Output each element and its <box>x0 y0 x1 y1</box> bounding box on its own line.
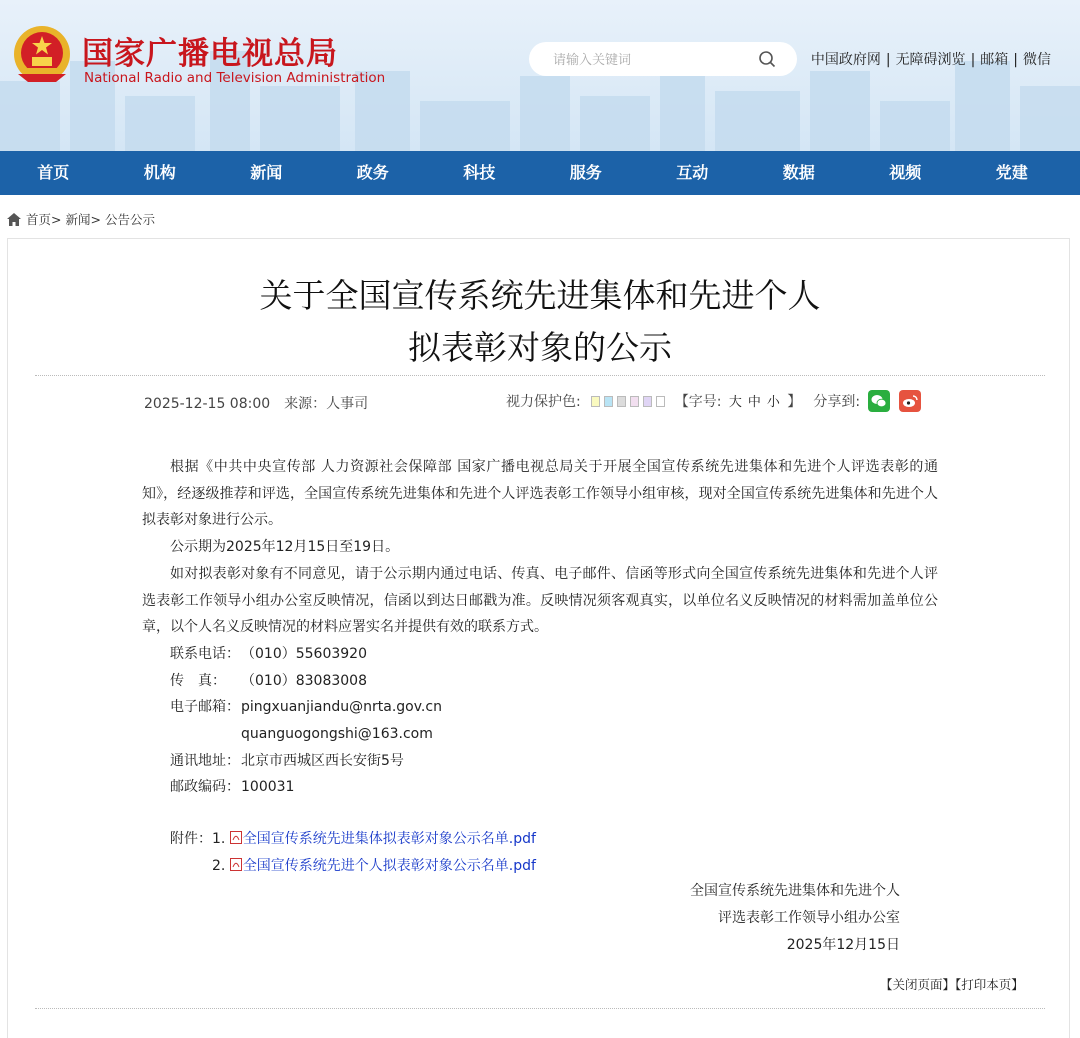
link-wechat[interactable]: 微信 <box>1023 52 1051 68</box>
link-accessibility[interactable]: 无障碍浏览 <box>895 52 966 68</box>
attachment-link-2[interactable]: 全国宣传系统先进个人拟表彰对象公示名单.pdf <box>242 858 536 874</box>
font-medium[interactable]: 中 <box>747 395 761 410</box>
nav-video[interactable]: 视频 <box>889 163 922 182</box>
eye-care-blue[interactable] <box>604 396 613 407</box>
article-tools <box>506 391 921 411</box>
contact-fax: 传 真： （010）83083008 <box>170 672 367 689</box>
breadcrumb-home[interactable]: 首页> <box>26 212 62 227</box>
nav-interaction[interactable]: 互动 <box>676 163 709 182</box>
eye-care-purple[interactable] <box>643 396 652 407</box>
eye-care-label: 视力保护色: <box>506 394 581 410</box>
article-meta <box>144 393 368 413</box>
search-icon[interactable] <box>758 50 776 68</box>
attachment-item: 2. 全国宣传系统先进个人拟表彰对象公示名单.pdf <box>212 858 536 874</box>
wechat-icon[interactable] <box>868 390 890 412</box>
nav-news[interactable]: 新闻 <box>250 163 283 182</box>
link-mail[interactable]: 邮箱 <box>980 52 1009 68</box>
nav-government-affairs[interactable]: 政务 <box>356 163 389 182</box>
contact-postcode: 邮政编码：100031 <box>170 779 295 796</box>
attachment-link-1[interactable]: 全国宣传系统先进集体拟表彰对象公示名单.pdf <box>242 831 536 847</box>
nav-party-building[interactable]: 党建 <box>995 163 1028 182</box>
eye-care-pink[interactable] <box>630 396 639 407</box>
main-nav <box>0 151 1080 195</box>
signature: 全国宣传系统先进集体和先进个人 评选表彰工作领导小组办公室 2025年12月15日 <box>690 883 900 953</box>
site-logo-text[interactable]: 国家广播电视总局 <box>82 36 338 72</box>
breadcrumb-current[interactable]: 公告公示 <box>104 212 155 227</box>
contact-email-2: quanguogongshi@163.com <box>241 726 433 743</box>
eye-care-white[interactable] <box>656 396 665 407</box>
print-page-link[interactable]: 【打印本页】 <box>955 977 1024 992</box>
nav-data[interactable]: 数据 <box>782 163 815 182</box>
share-label: 分享到: <box>813 394 861 410</box>
home-icon <box>7 213 21 226</box>
contact-phone: 联系电话：（010）55603920 <box>170 645 367 662</box>
top-links: 中国政府网 | 无障碍浏览 | 邮箱 | 微信 <box>810 52 1051 68</box>
article-body <box>142 454 938 801</box>
site-header <box>0 0 1080 151</box>
eye-care-yellow[interactable] <box>591 396 600 407</box>
national-emblem-icon <box>12 24 72 86</box>
contact-email: 电子邮箱：pingxuanjiandu@nrta.gov.cn <box>170 699 442 716</box>
font-large[interactable]: 大 <box>728 395 742 410</box>
paragraph: 根据《中共中央宣传部 人力资源社会保障部 国家广播电视总局关于开展全国宣传系统先进集体和先进个人评选表彰的通知》，经逐级推荐和评选，全国宣传系统先进集体和先进个人评选表彰工作领导小组审核，现对全国宣传系统先进集体和先进个人拟表彰对象进行公示。 <box>142 459 938 529</box>
search-input[interactable] <box>551 49 755 71</box>
paragraph: 如对拟表彰对象有不同意见，请于公示期内通过电话、传真、电子邮件、信函等形式向全国宣传系统先进集体和先进个人评选表彰工作领导小组办公室反映情况，信函以到达日邮戳为准。反映情况须客观真实，以单位名义反映情况的材料需加盖单位公章，以个人名义反映情况的材料应署实名并提供有效的联系方式。 <box>142 565 938 636</box>
font-small[interactable]: 小 <box>766 395 780 410</box>
nav-technology[interactable]: 科技 <box>463 163 496 182</box>
paragraph: 公示期为2025年12月15日至19日。 <box>170 539 400 556</box>
attachments <box>170 826 536 880</box>
link-gov[interactable]: 中国政府网 <box>810 52 881 68</box>
pdf-icon <box>230 831 242 844</box>
divider <box>35 1008 1045 1009</box>
breadcrumb <box>7 210 155 228</box>
pdf-icon <box>230 858 242 871</box>
eye-care-swatches <box>591 396 669 407</box>
nav-home[interactable]: 首页 <box>37 163 70 182</box>
eye-care-gray[interactable] <box>617 396 626 407</box>
attachment-item: 附件：1. 全国宣传系统先进集体拟表彰对象公示名单.pdf <box>170 831 536 847</box>
search-box <box>529 42 797 76</box>
close-page-link[interactable]: 【关闭页面】 <box>880 977 956 992</box>
nav-organization[interactable]: 机构 <box>143 163 176 182</box>
font-size-control: 【字号: 大 中 小 】 <box>674 394 802 410</box>
article-title: 关于全国宣传系统先进集体和先进个人 拟表彰对象的公示 <box>259 276 821 367</box>
article-source: 来源：人事司 <box>284 396 369 412</box>
breadcrumb-news[interactable]: 新闻> <box>65 212 101 227</box>
weibo-icon[interactable] <box>899 390 921 412</box>
contact-address: 通讯地址：北京市西城区西长安街5号 <box>170 752 404 769</box>
page-actions <box>880 975 1024 993</box>
site-logo-english: National Radio and Television Administration <box>84 70 386 86</box>
nav-services[interactable]: 服务 <box>569 163 602 182</box>
divider <box>35 375 1045 376</box>
publish-date: 2025-12-15 08:00 <box>144 396 271 412</box>
